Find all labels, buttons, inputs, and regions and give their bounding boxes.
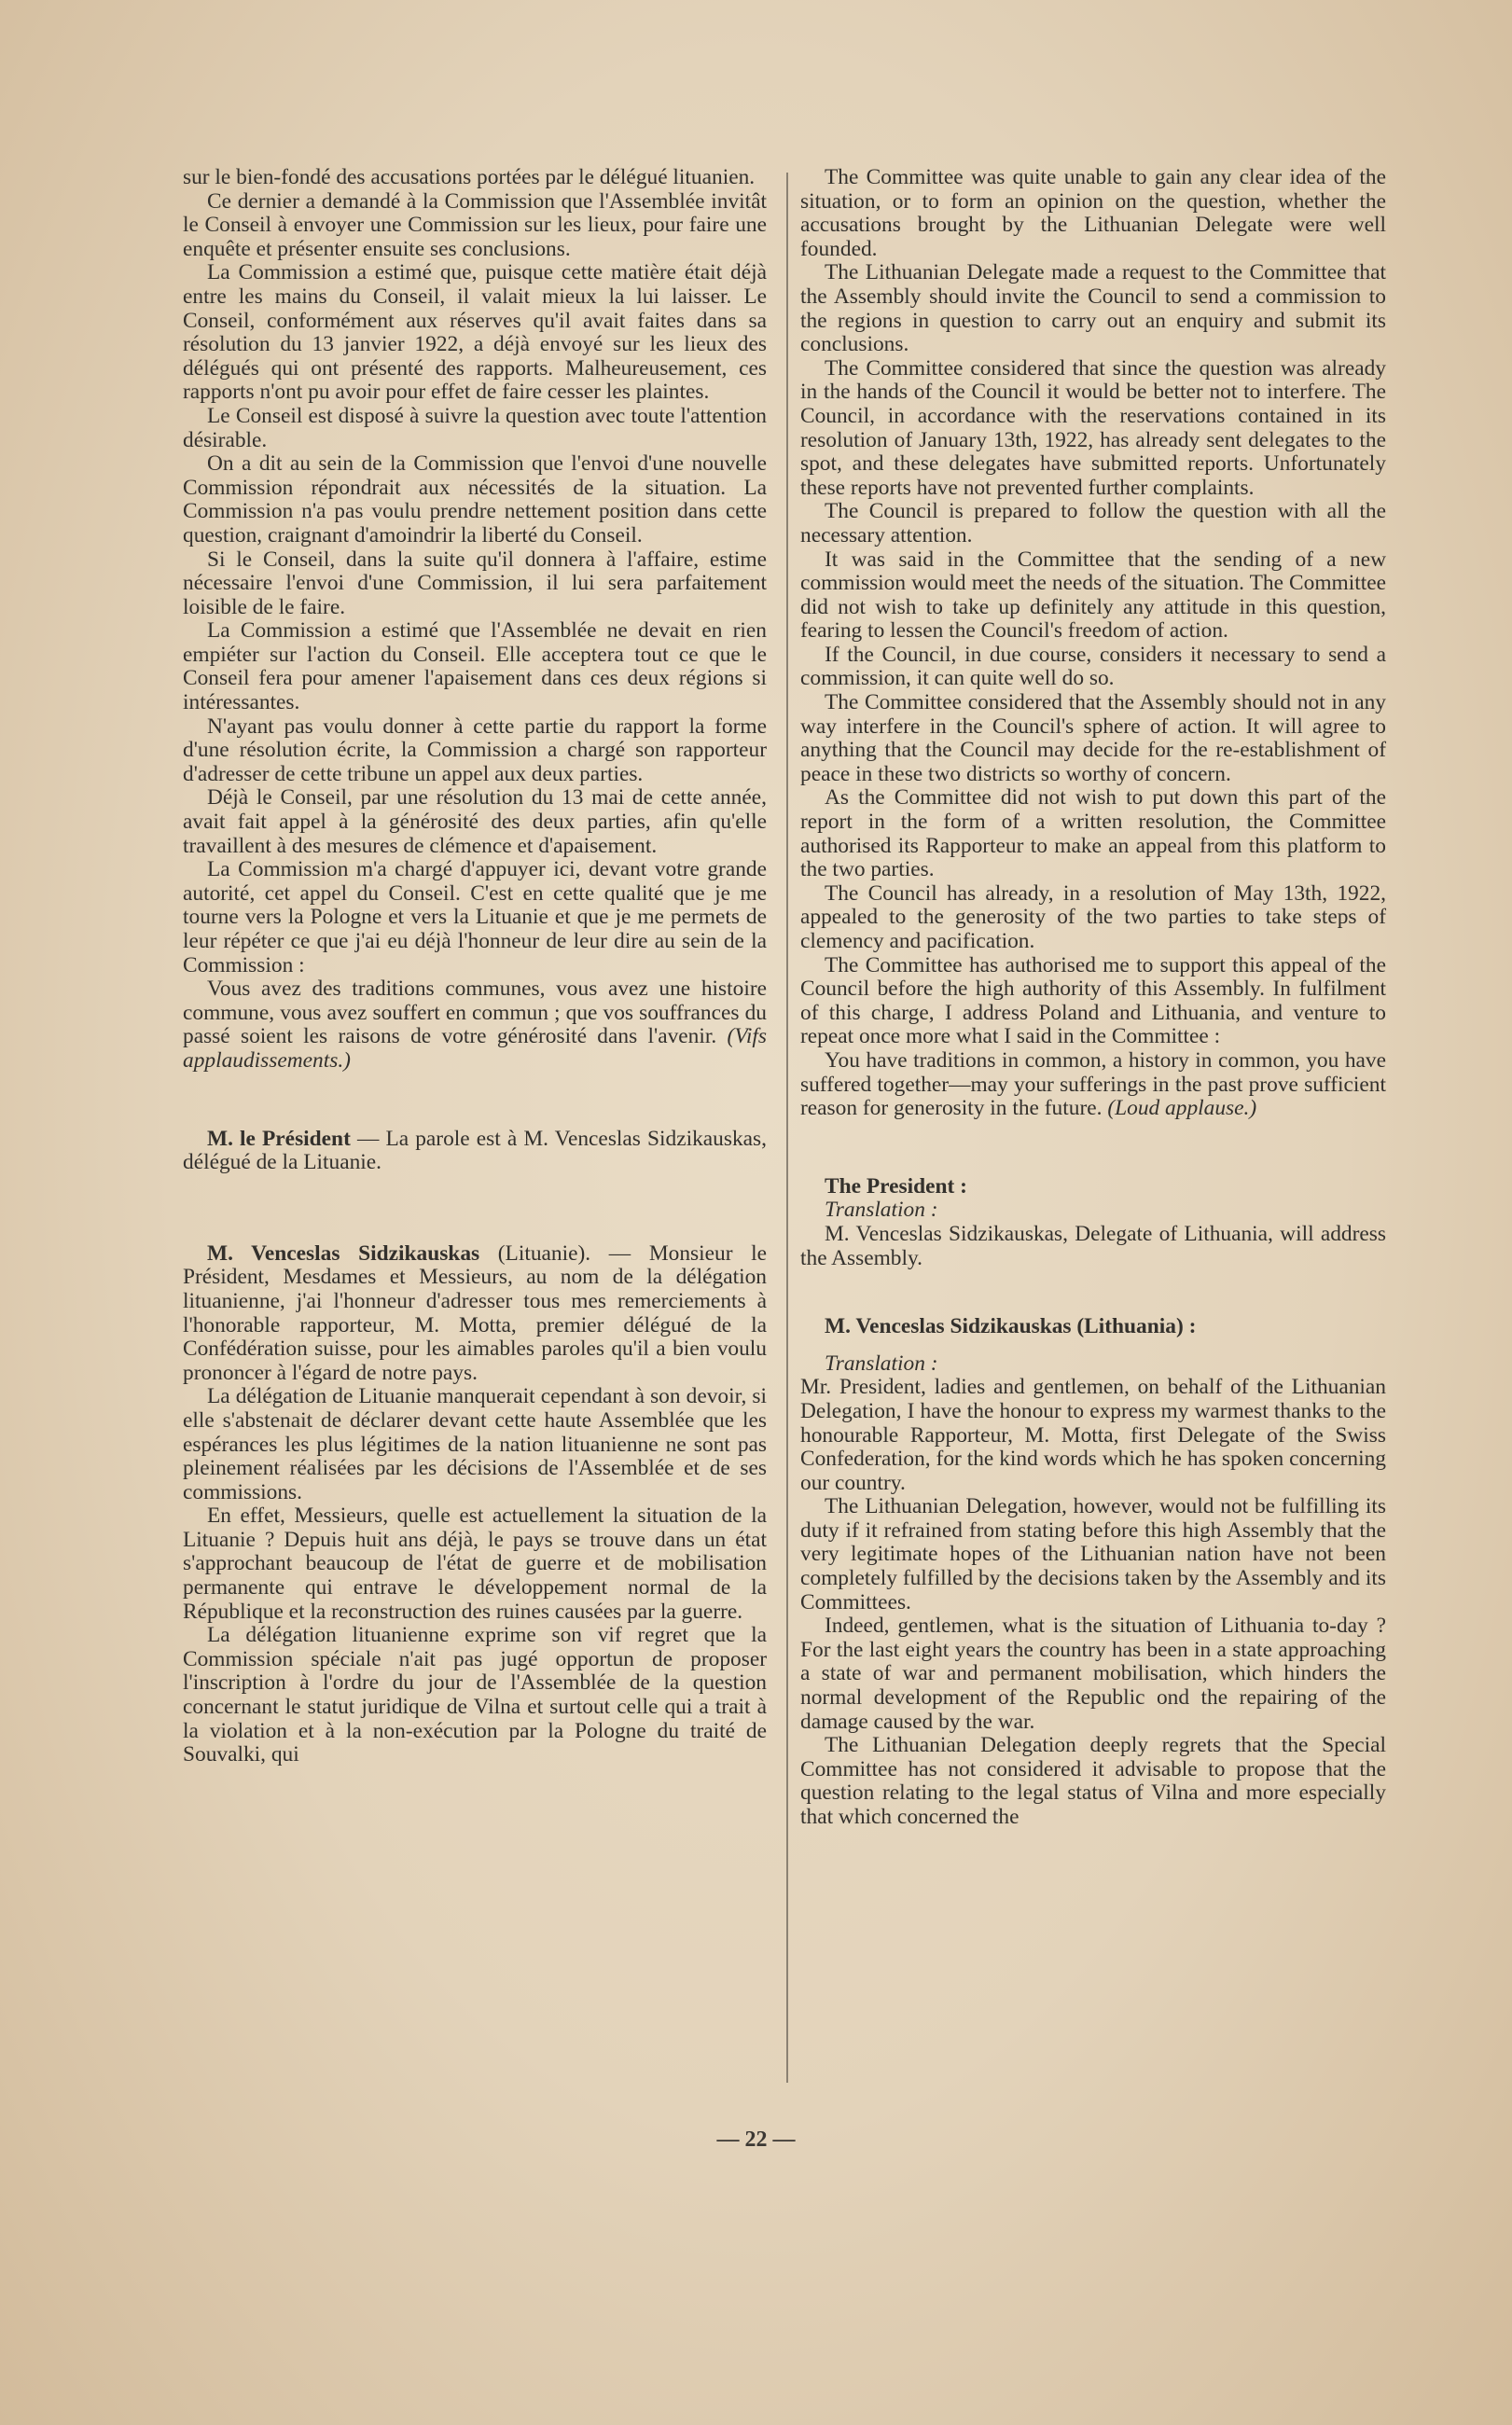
paragraph: Ce dernier a demandé à la Commission que l'Assemblée invitât le Conseil à envoyer une Commission sur les lieux, pour faire une enquête et présenter ensuite ses conclusions. xyxy=(183,188,767,261)
paragraph-text: Vous avez des traditions communes, vous avez une histoire commune, vous avez souffert en commun ; que vos souffrances du passé soient les raisons de votre générosité dans l'avenir. xyxy=(183,977,767,1049)
paragraph: sur le bien-fondé des accusations portées par le délégué lituanien. xyxy=(183,165,756,189)
paragraph: N'ayant pas voulu donner à cette partie du rapport la forme d'une résolution écrite, la Commission a chargé son rapporteur d'adresser de cette tribune un appel aux deux parties. xyxy=(183,714,767,786)
paragraph: The Lithuanian Delegation, however, would not be fulfilling its duty if it refrained from stating before this high Assembly that the very legitimate hopes of the Lithuanian nation have not been completely fulfilled by the decisions taken by the Assembly and its Committees. xyxy=(800,1494,1386,1614)
speech-text: (Lituanie). — Monsieur le Président, Mesdames et Messieurs, au nom de la délégation lituanienne, j'ai l'honneur d'adresser tous mes remerciements à l'honorable rapporteur, M. Motta, premier délégué de la Confédération suisse, pour les aimables paroles qu'il a bien voulu prononcer à l'égard de notre pays. xyxy=(183,1240,768,1385)
speech-text: M. Venceslas Sidzikauskas, Delegate of Lithuania, will address the Assembly. xyxy=(800,1221,1386,1270)
paragraph: The Council has already, in a resolution of May 13th, 1922, appealed to the generosity of the two parties to take steps of clemency and pacification. xyxy=(800,880,1386,953)
french-column xyxy=(183,166,767,1767)
paragraph: La Commission a estimé que l'Assemblée ne devait en rien empiéter sur l'action du Conseil. Elle acceptera tout ce que le Conseil fera pour amener l'apaisement dans ces deux régions si intéressantes. xyxy=(183,618,767,715)
paragraph: The Lithuanian Delegation deeply regrets that the Special Committee has not considered it advisable to propose that the question relating to the legal status of Vilna and more especially that which concerned the xyxy=(800,1733,1386,1829)
paragraph: Indeed, gentlemen, what is the situation of Lithuania to-day ? For the last eight years the country has been in a state approaching a state of war and permanent mobilisation, which hinders the normal development of the Republic ond the repairing of the damage caused by the war. xyxy=(800,1614,1386,1734)
paragraph: La Commission a estimé que, puisque cette matière était déjà entre les mains du Conseil, il valait mieux la lui laisser. Le Conseil, conformément aux réserves qu'il avait faites dans sa résolution du 13 janvier 1922, a déjà envoyé sur les lieux des délégués qui ont présenté des rapports. Malheureusement, ces rapports n'ont pu avoir pour effet de faire cesser les plaintes. xyxy=(183,260,767,405)
president-remark xyxy=(183,1128,767,1175)
paragraph: It was said in the Committee that the sending of a new commission would meet the needs of the situation. The Committee did not wish to take up definitely any attitude in this question, fearing to lessen the Council's freedom of action. xyxy=(800,547,1386,644)
applause-note: (Vifs applaudissements.) xyxy=(183,1024,767,1073)
paragraph: The Committee considered that the Assembly should not in any way interfere in the Council's sphere of action. It will agree to anything that the Council may decide for the re-establishment of peace in these two districts so worthy of concern. xyxy=(800,690,1386,786)
paragraph: La Commission m'a chargé d'appuyer ici, devant votre grande autorité, cet appel du Conseil. C'est en cette qualité que je me tourne vers la Pologne et vers la Lituanie et que je me permets de leur répéter ce que j'ai eu déjà l'honneur de leur dire au sein de la Commission : xyxy=(183,857,767,977)
paragraph: The Council is prepared to follow the question with all the necessary attention. xyxy=(800,499,1386,547)
paragraph: The Lithuanian Delegate made a request to the Committee that the Assembly should invite the Council to send a commission to the regions in question to carry out an enquiry and submit its conclusions. xyxy=(800,260,1386,357)
delegate-speech xyxy=(183,1242,767,1386)
paragraph: The Committee considered that since the question was already in the hands of the Council it would be better not to interfere. The Council, in accordance with the reservations contained in its resolution of January 13th, 1922, has already sent delegates to the spot, and these delegates have submitted reports. Unfortunately these reports have not prevented further complaints. xyxy=(800,355,1386,500)
speaker-name: M. le Président xyxy=(207,1126,351,1151)
paragraph xyxy=(800,1049,1386,1121)
president-heading: The President : xyxy=(825,1173,967,1199)
paragraph xyxy=(183,977,767,1073)
paragraph: The Committee was quite unable to gain any clear idea of the situation, or to form an opinion on the question, whether the accusations brought by the Lithuanian Delegate were well founded. xyxy=(800,165,1386,261)
paragraph: Le Conseil est disposé à suivre la question avec toute l'attention désirable. xyxy=(183,403,767,452)
delegate-heading: M. Venceslas Sidzikauskas (Lithuania) : xyxy=(825,1314,1197,1339)
paragraph: Si le Conseil, dans la suite qu'il donnera à l'affaire, estime nécessaire l'envoi d'une Commission, il lui sera parfaitement loisible de le faire. xyxy=(183,547,767,619)
applause-note: (Loud applause.) xyxy=(1107,1096,1257,1121)
translation-label: Translation : xyxy=(825,1351,938,1376)
paragraph: As the Committee did not wish to put down this part of the report in the form of a written resolution, the Committee authorised its Rapporteur to make an appeal from this platform to the two parties. xyxy=(800,785,1386,882)
speech-text: — La parole est à M. Venceslas Sidzikauskas, délégué de la Lituanie. xyxy=(183,1126,767,1175)
paragraph: If the Council, in due course, considers it necessary to send a commission, it can quite well do so. xyxy=(800,642,1386,691)
paragraph: La délégation de Lituanie manquerait cependant à son devoir, si elle s'abstenait de déclarer devant cette haute Assemblée que les espérances les plus légitimes de la nation lituanienne ne sont pas pleinement réalisées par les décisions de l'Assemblée et de ses commissions. xyxy=(183,1384,767,1504)
speaker-name: M. Venceslas Sidzikauskas xyxy=(207,1240,480,1266)
paragraph: La délégation lituanienne exprime son vif regret que la Commission spéciale n'ait pas jugé opportun de proposer l'inscription à l'ordre du jour de l'Assemblée de la question concernant le statut juridique de Vilna et surtout celle qui a trait à la violation et à la non-exécution par la Pologne du traité de Souvalki, qui xyxy=(183,1623,767,1767)
translation-label: Translation : xyxy=(825,1198,938,1223)
paragraph: Déjà le Conseil, par une résolution du 13 mai de cette année, avait fait appel à la générosité des deux parties, afin qu'elle travaillent à des mesures de clémence et d'apaisement. xyxy=(183,785,767,858)
paragraph: Mr. President, ladies and gentlemen, on behalf of the Lithuanian Delegation, I have the honour to express my warmest thanks to the honourable Rapporteur, M. Motta, first Delegate of the Swiss Confederation, for the kind words which he has spoken concerning our country. xyxy=(800,1375,1386,1495)
paragraph: En effet, Messieurs, quelle est actuellement la situation de la Lituanie ? Depuis huit ans déjà, le pays se trouve dans un état s'approchant beaucoup de l'état de guerre et de mobilisation permanente qui entrave le développement normal de la République et la reconstruction des ruines causées par la guerre. xyxy=(183,1504,767,1624)
paragraph: The Committee has authorised me to support this appeal of the Council before the high authority of this Assembly. In fulfilment of this charge, I address Poland and Lithuania, and venture to repeat once more what I said in the Committee : xyxy=(800,952,1386,1049)
column-divider xyxy=(786,173,788,2083)
page-number: — 22 — xyxy=(716,2127,796,2152)
paragraph: On a dit au sein de la Commission que l'envoi d'une nouvelle Commission répondrait aux nécessités de la situation. La Commission n'a pas voulu prendre nettement position dans cette question, craignant d'amoindrir la liberté du Conseil. xyxy=(183,451,767,547)
english-column xyxy=(800,166,1386,1830)
paragraph-text: You have traditions in common, a history in common, you have suffered together—may your sufferings in the past prove sufficient reason for generosity in the future. xyxy=(800,1047,1386,1121)
